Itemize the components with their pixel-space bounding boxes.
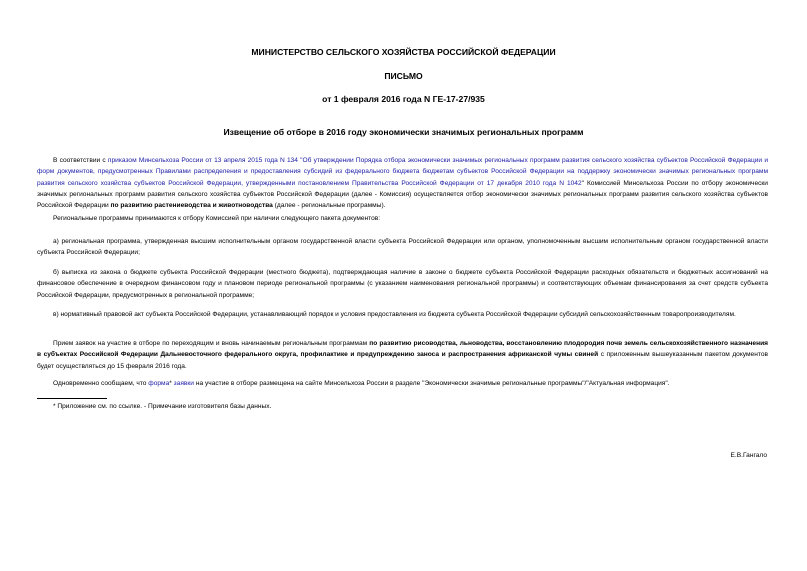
form-link[interactable]: форма [148,380,170,387]
paragraph-documents-list-intro: Региональные программы принимаются к отбору Комиссией при наличии следующего пакета документов: [53,215,381,222]
doc-date-number: от 1 февраля 2016 года N ГЕ-17-27/935 [322,94,485,104]
ministry-heading: МИНИСТЕРСТВО СЕЛЬСКОГО ХОЗЯЙСТВА РОССИЙСКОЙ ФЕДЕРАЦИИ [251,47,556,57]
paragraph-item-a: а) региональная программа, утвержденная высшим исполнительным органом государственной власти субъекта Российской Федерации или органом, уполномоченным высшим исполнительным органом государственной власти субъекта Российской Федерации; [37,238,768,257]
footnote-divider [37,398,107,399]
footnote: * Приложение см. по ссылке. - Примечание изготовителя базы данных. [53,403,272,410]
paragraph-form-notice [37,378,768,389]
paragraph-item-c: в) нормативный правовой акт субъекта Российской Федерации, устанавливающий порядок и условия предоставления из бюджета субъекта Российской Федерации субсидий сельскохозяйственным товаропроизводителям. [53,311,736,318]
paragraph-intro [37,155,768,211]
paragraph-intro-text-2: " Комиссией Минсельхоза России по отбору экономически значимых региональных программ развития сельского хозяйства субъектов Российской Федерации (далее - Комиссия) осуществляется отбор экономически значимых региональных программ развития сельского хозяйства субъектов Российской Федерации [37,179,768,210]
paragraph-item-b: б) выписка из закона о бюджете субъекта Российской Федерации (местного бюджета), подтверждающая наличие в законе о бюджете субъекта Российской Федерации расходных обязательств и бюджетных ассигнований на финансовое обеспечение в очередном финансовом году и плановом периоде региональной программы (с указанием наименования региональной программы) и соответствующих объемам финансирования за счет средств субъекта Российской Федерации, предусмотренных в региональной программе; [37,269,768,299]
doc-subject: Извещение об отборе в 2016 году экономически значимых региональных программ [223,127,584,137]
paragraph-form-text-1: Одновременно сообщаем, что [53,380,149,387]
paragraph-deadline-text-1: Прием заявок на участие в отборе по переходящим и вновь начинаемым региональным программам [53,340,370,347]
paragraph-intro-bold: по развитию растениеводства и животноводства [110,202,273,210]
signature: Е.В.Гангало [730,452,767,459]
paragraph-form-text-2: * [169,380,174,387]
paragraph-deadline [37,338,768,372]
paragraph-form-text-3: на участие в отборе размещена на сайте Минсельхоза России в разделе "Экономически значимые региональные программы"/"Актуальная информация". [194,380,670,387]
order-134-link[interactable]: приказом Минсельхоза России от 13 апреля 2015 года N 134 "Об утверждении Порядка отбора экономически значимых региональных программ развития сельского хозяйства субъектов Российской Федерации и форм документов, предусмотренных Правилами распределения и предоставления субсидий из федерального бюджета бюджетам субъектов Российской Федерации на поддержку экономически значимых региональных программ развития сельского хозяйства субъектов Российской Федерации, утвержденными постановлением Правительства Российской Федерации от 17 декабря 2010 года N 1042 [37,157,768,187]
paragraph-deadline-bold: по развитию рисоводства, льноводства, восстановлению плодородия почв земель сельскохозяйственного назначения в субъектах Российской Федерации Дальневосточного федерального округа, профилактике и предупреждению заноса и распространения африканской чумы свиней [37,340,768,359]
doc-type-heading: ПИСЬМО [384,71,423,81]
application-link[interactable]: заявки [173,380,194,387]
paragraph-intro-text-1: В соответствии с [53,157,108,164]
paragraph-deadline-text-2: с приложенным вышеуказанным пакетом документов будет осуществляться до 15 февраля 2016 года. [37,351,768,370]
paragraph-intro-text-3: (далее - региональные программы). [272,202,386,210]
